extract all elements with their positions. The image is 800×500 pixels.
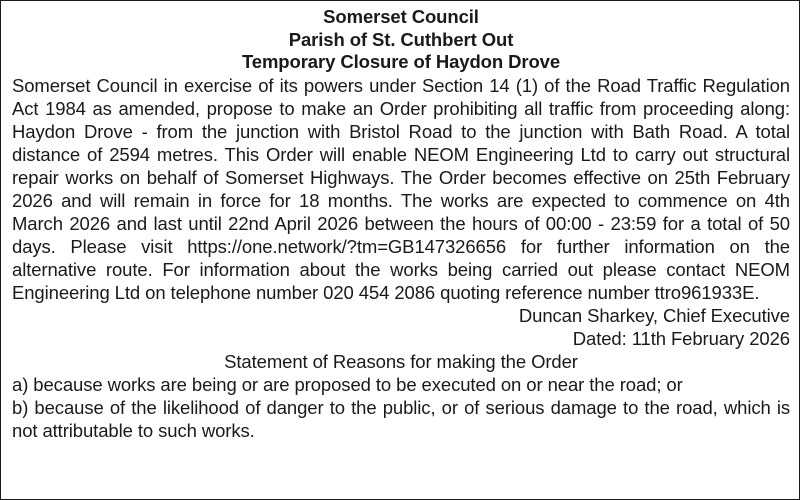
- reasons-title: Statement of Reasons for making the Order: [224, 350, 578, 372]
- council-name: Somerset Council: [323, 6, 479, 27]
- notice-title: Temporary Closure of Haydon Drove: [241, 51, 561, 72]
- reason-a: a) because works are being or are proposed to be executed on or near the road; or: [12, 373, 683, 395]
- parish-name: Parish of St. Cuthbert Out: [288, 28, 514, 50]
- dated-line: Dated: 11th February 2026: [572, 327, 790, 349]
- notice-body: Somerset Council in exercise of its powers under Section 14 (1) of the Road Traffic Regulation Act 1984 as amended, propose to make an Order prohibiting all traffic from proceeding along: Haydon Drove - from the junction with Bristol Road to the junction with Bath Road. A total distance of 2594 metres. This Order will enable NEOM Engineering Ltd to carry out structural repair works on behalf of Somerset Highways. The Order becomes effective on 25th February 2026 and will remain in force for 18 months. The works are expected to commence on 4th March 2026 and last until 22nd April 2026 between the hours of 00:00 - 23:59 for a total of 50 days. Please visit https://one.network/?tm=GB147326656 for further information on the alternative route. For information about the works being carried out please contact NEOM Engineering Ltd on telephone number 020 454 2086 quoting reference number ttro961933E.: [12, 74, 790, 303]
- signatory-name: Duncan Sharkey, Chief Executive: [518, 304, 790, 326]
- reason-b: b) because of the likelihood of danger to the public, or of serious damage to the road, which is not attributable to such works.: [12, 396, 790, 441]
